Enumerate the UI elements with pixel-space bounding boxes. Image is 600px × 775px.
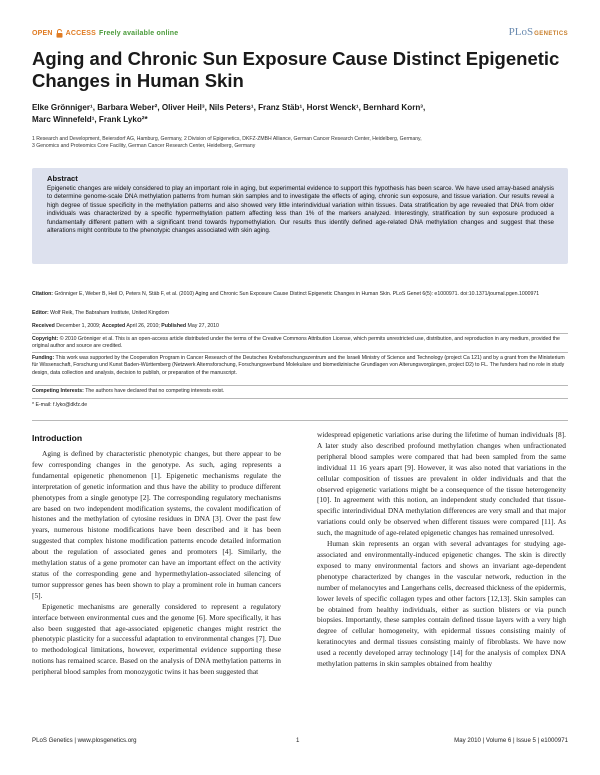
published-date: May 27, 2010 bbox=[187, 323, 219, 329]
abstract-heading: Abstract bbox=[47, 174, 78, 183]
abstract-box bbox=[32, 168, 568, 264]
authors-line-1: Elke Grönniger¹, Barbara Weber², Oliver Heil³, Nils Peters¹, Franz Stäb¹, Horst Wenck¹, Bernhard Korn³, bbox=[32, 103, 426, 112]
accepted-label: Accepted bbox=[101, 323, 126, 329]
accepted-date: April 26, 2010; bbox=[126, 323, 160, 329]
open-access-lock-icon bbox=[56, 29, 63, 38]
received-date: December 1, 2009; bbox=[56, 323, 101, 329]
dates bbox=[32, 323, 568, 330]
affiliations-line-2: 3 Genomics and Proteomics Core Facility, German Cancer Research Center, Heidelberg, Germany bbox=[32, 143, 256, 150]
journal-plos: PLoS bbox=[508, 26, 534, 38]
journal-genetics: GENETICS bbox=[534, 31, 568, 37]
funding bbox=[32, 355, 568, 377]
access-label: ACCESS bbox=[65, 30, 97, 37]
paragraph: widespread epigenetic variations arise during the lifetime of human individuals [8]. A later study also described profound methylation changes when unfractionated peripheral blood samples were compared that had been sampled from the same individual 11 16 years apart [9]. However, it was also noted that variations in the cellular composition of tissues are prevalent in older individuals and that the observed epigenetic variations might be a consequence of the tissue heterogeneity [10]. In agreement with this notion, an independent study concluded that tissue-specific interindividual DNA methylation differences are very small and that major variations could only be observed when different tissues were compared [11]. As such, the magnitude of age-related epigenetic changes has remained unresolved. bbox=[317, 430, 566, 538]
meta-divider bbox=[32, 385, 568, 386]
editor-label: Editor: bbox=[32, 310, 49, 316]
left-column bbox=[32, 449, 281, 678]
citation-text: Grönniger E, Weber B, Heil O, Peters N, Stäb F, et al. (2010) Aging and Chronic Sun Exposure Cause Distinct Epigenetic Changes in Human Skin. PLoS Genet 6(5): e1000971. doi:10.1371/journal.pgen.1000971 bbox=[54, 291, 540, 297]
right-column bbox=[317, 430, 566, 670]
authors-line-2: Marc Winnefeld¹, Frank Lyko²* bbox=[32, 114, 148, 124]
affiliations bbox=[32, 136, 572, 151]
citation bbox=[32, 291, 568, 298]
email-text: * E-mail: f.lyko@dkfz.de bbox=[32, 402, 88, 408]
copyright-text: © 2010 Grönniger et al. This is an open-access article distributed under the terms of the Creative Commons Attribution License, which permits unrestricted use, distribution, and reproduction in any medium, provided the original author and source are credited. bbox=[32, 336, 560, 350]
corresponding-email bbox=[32, 402, 568, 409]
meta-divider bbox=[32, 352, 568, 353]
journal-logo bbox=[509, 26, 568, 38]
article-title: Aging and Chronic Sun Exposure Cause Distinct Epigenetic Changes in Human Skin bbox=[32, 48, 560, 91]
published-label: Published bbox=[161, 323, 187, 329]
competing-label: Competing Interests: bbox=[32, 388, 84, 394]
citation-label: Citation: bbox=[32, 291, 54, 297]
copyright-label: Copyright: bbox=[32, 336, 59, 342]
author-list bbox=[32, 102, 572, 125]
paragraph: Aging is defined by characteristic phenotypic changes, but there appear to be few corresponding changes in the genotype. As such, aging represents a fundamental epigenetic phenomenon [1]. Epigenetic mechanisms regulate the interpretation of genetic information and thus have the ability to produce different phenotypes from a single genotype [2]. The corresponding regulatory mechanisms are based on two independent modification systems, the covalent modification of histones and the methylation of cytosine residues in DNA [3]. Over the past few years, numerous histone modifications have been described and it has been suggested that complex histone modification patterns encode detailed information about the regulation of associated genes and promoters [4]. Similarly, the methylation status of a gene promoter can have an important effect on the activity status of the corresponding gene and hypermethylation-associated silencing of tumor suppressor genes has been shown to play a prominent role in human cancers [5]. bbox=[32, 449, 281, 600]
editor bbox=[32, 310, 568, 317]
freely-available-label: Freely available online bbox=[99, 30, 179, 37]
copyright bbox=[32, 336, 568, 351]
section-divider bbox=[32, 420, 568, 421]
received-label: Received bbox=[32, 323, 55, 329]
meta-divider bbox=[32, 333, 568, 334]
abstract-text: Epigenetic changes are widely considered to play an important role in aging, but experimental evidence to support this hypothesis has been scarce. We have used array-based analysis to determine genome-scale DNA methylation patterns from human skin samples and to investigate the effects of aging, chronic sun exposure, and tissue variation. Our results reveal a high degree of tissue specificity in the methylation patterns and also showed very little interindividual variation within tissues. Data stratification by age revealed that DNA from older individuals was characterized by a specific hypermethylation pattern affecting less than 1% of the markers analyzed. Interestingly, stratification by sun exposure produced a fundamentally different pattern with a significant trend towards hypomethylation. Our results thus identify defined age-related DNA methylation changes and suggest that these alterations might contribute to the phenotypic changes associated with skin aging. bbox=[47, 185, 554, 235]
open-label: OPEN bbox=[32, 30, 53, 37]
funding-text: This work was supported by the Cooperation Program in Cancer Research of the Deutsches Krebsforschungszentrum and the Israeli Ministry of Science and Technology (project Ca 121) and by a grant from the Ministerium für Wissenschaft, Forschung und Kunst Baden-Württemberg (Netzwerk Alternsforschung, Forschungsverbund Molekulare und biomedizinische Grundlagen von Alterungsvorgängen, project D2) to FL. The funders had no role in study design, data collection and analysis, decision to publish, or preparation of the manuscript. bbox=[32, 355, 565, 376]
introduction-heading: Introduction bbox=[32, 433, 83, 443]
footer-issue: May 2010 | Volume 6 | Issue 5 | e1000971 bbox=[454, 737, 568, 744]
paragraph: Human skin represents an organ with several advantages for studying age-associated and environmentally-induced epigenetic changes. The skin is directly exposed to many environmental factors and shows an invariant age-dependent phenotype characterized by changes in the vascular network, reduction in the number of melanocytes and Langerhans cells, decreased thickness of the epidermis, lower levels of specific collagen types and other factors [12,13]. Skin samples can be obtained from healthy individuals, either as suction blisters or via punch biopsies. Importantly, these samples contain defined tissue layers with a very high degree of cellular homogeneity, with epidermal tissues consisting mainly of keratinocytes and dermal tissues consisting mainly of fibroblasts. We have now used a recently developed array technology [14] for the analysis of complex DNA methylation patterns in skin samples obtained from healthy bbox=[317, 539, 566, 669]
open-access-badge bbox=[32, 29, 178, 38]
paragraph: Epigenetic mechanisms are generally considered to represent a regulatory interface between environmental cues and the genome [6]. More specifically, it has also been suggested that age-associated epigenetic changes might restrict the phenotypic plasticity for a successful adaptation to environmental changes [7]. Due to methodological limitations, however, experimental evidence supporting these notions has remained scarce. Based on the analysis of DNA methylation patterns in peripheral blood samples from monozygotic twins it has been suggested that bbox=[32, 601, 281, 677]
page-number: 1 bbox=[296, 737, 300, 744]
competing-text: The authors have declared that no competing interests exist. bbox=[85, 388, 225, 394]
competing-interests bbox=[32, 388, 568, 395]
meta-divider bbox=[32, 398, 568, 399]
funding-label: Funding: bbox=[32, 355, 55, 361]
editor-text: Wolf Reik, The Babraham Institute, United Kingdom bbox=[50, 310, 169, 316]
affiliations-line-1: 1 Research and Development, Beiersdorf AG, Hamburg, Germany, 2 Division of Epigenetics, DKFZ-ZMBH Alliance, German Cancer Research Center, Heidelberg, Germany, bbox=[32, 136, 422, 142]
footer-journal: PLoS Genetics | www.plosgenetics.org bbox=[32, 737, 137, 744]
journal-header bbox=[32, 28, 568, 42]
